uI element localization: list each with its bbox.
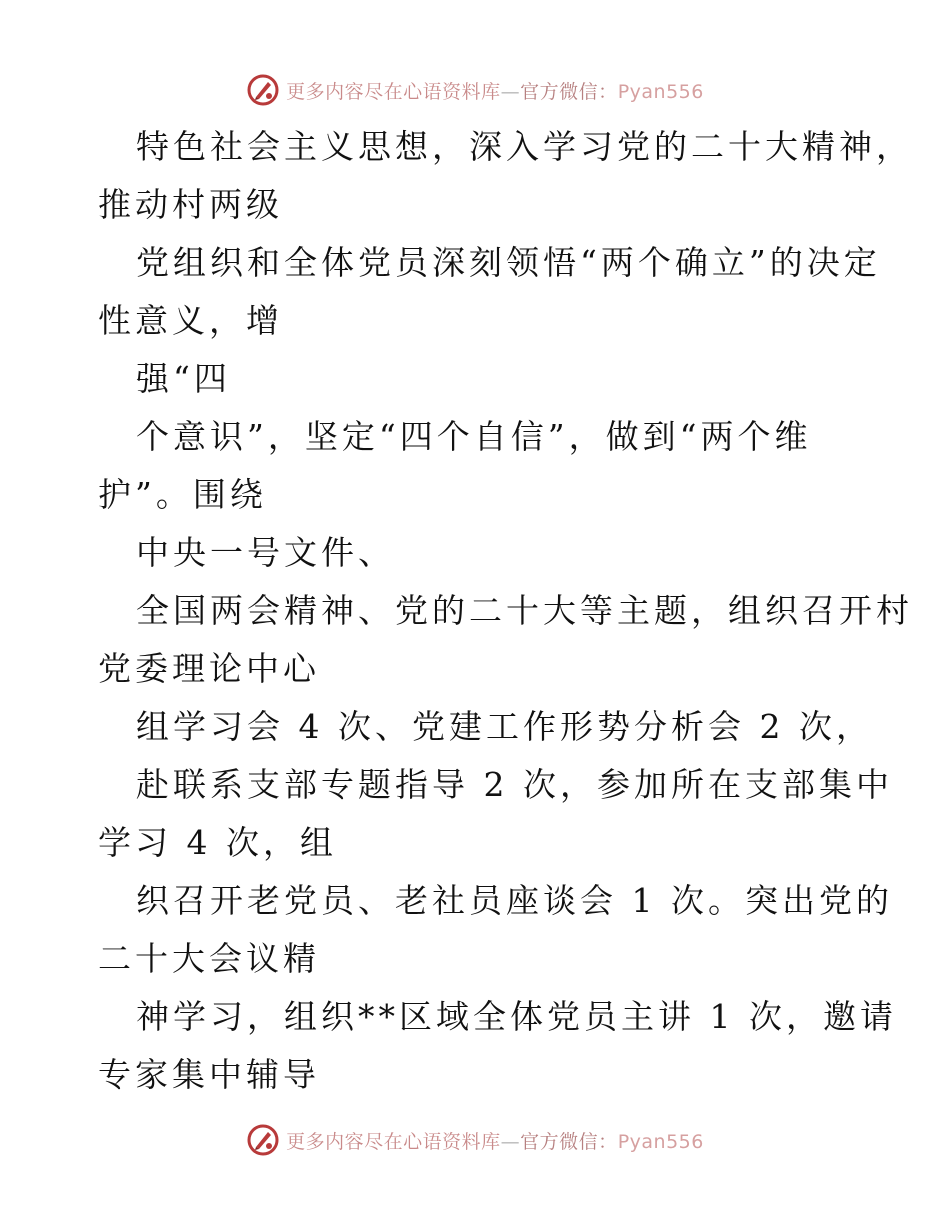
banner-main-text: 更多内容尽在心语资料库 (286, 80, 501, 103)
body-line: 个意识”，坚定“四个自信”，做到“两个维 (136, 417, 812, 456)
body-line: 神学习，组织**区域全体党员主讲 1 次，邀请 (136, 997, 897, 1036)
footer-banner-content (246, 1123, 704, 1157)
body-line: 专家集中辅导 (98, 1055, 320, 1094)
banner-wechat-id: Pyan556 (617, 1130, 704, 1153)
banner-separator: — (500, 80, 521, 103)
body-line: 特色社会主义思想，深入学习党的二十大精神， (136, 127, 913, 166)
body-line: 性意义，增 (98, 301, 283, 340)
body-line: 中央一号文件、 (136, 533, 395, 572)
footer-banner (0, 1120, 950, 1160)
body-line: 党委理论中心 (98, 649, 320, 688)
banner-wechat-id: Pyan556 (617, 80, 704, 103)
banner-separator: — (500, 1130, 521, 1153)
footer-banner-text (286, 1127, 704, 1154)
brand-logo-icon (246, 1123, 280, 1157)
body-line: 学习 4 次，组 (98, 823, 337, 862)
body-line: 强“四 (136, 359, 231, 398)
header-banner-content (246, 73, 704, 107)
body-line: 组学习会 4 次、党建工作形势分析会 2 次， (136, 707, 873, 746)
body-line: 织召开老党员、老社员座谈会 1 次。突出党的 (136, 881, 893, 920)
body-line: 推动村两级 (98, 185, 283, 224)
header-banner-text (286, 77, 704, 104)
header-banner (0, 70, 950, 110)
brand-logo-icon (246, 73, 280, 107)
banner-wechat-label: 官方微信： (520, 1130, 618, 1153)
body-line: 赴联系支部专题指导 2 次，参加所在支部集中 (136, 765, 893, 804)
banner-main-text: 更多内容尽在心语资料库 (286, 1130, 501, 1153)
body-line: 全国两会精神、党的二十大等主题，组织召开村 (136, 591, 913, 630)
body-line: 党组织和全体党员深刻领悟“两个确立”的决定 (136, 243, 881, 282)
body-line: 护”。围绕 (98, 475, 267, 514)
banner-wechat-label: 官方微信： (520, 80, 618, 103)
body-line: 二十大会议精 (98, 939, 320, 978)
